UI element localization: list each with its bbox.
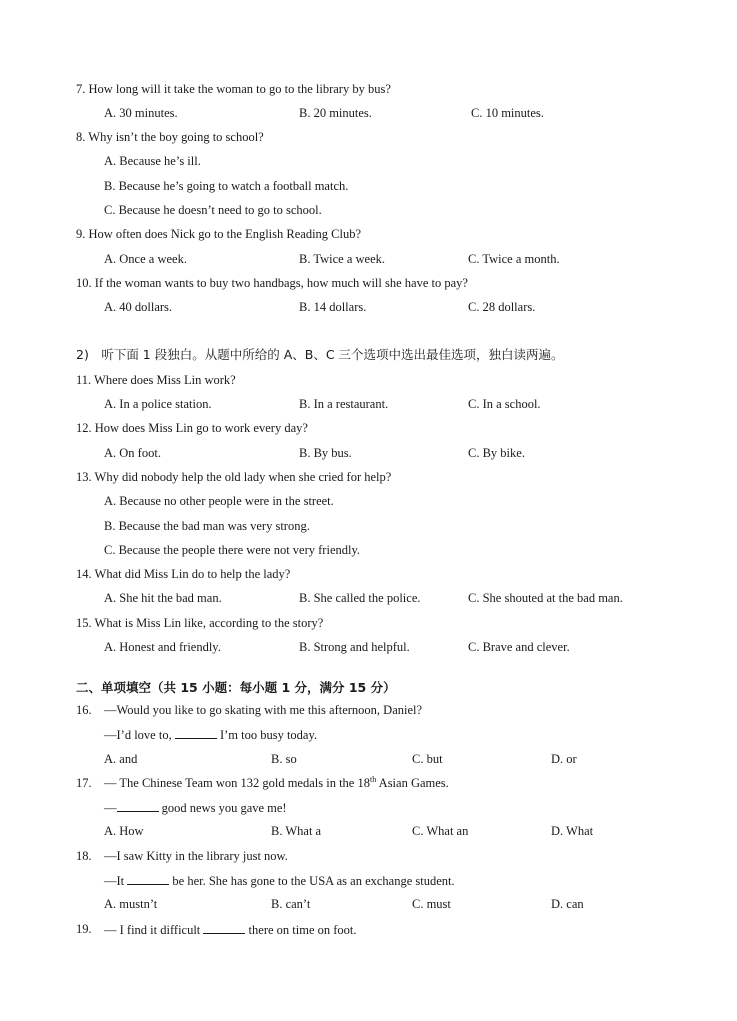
q8-option-b: B. Because he’s going to watch a football match.	[104, 179, 349, 193]
section-2-instruction: 2) 听下面 1 段独白。从题中所给的 A、B、C 三个选项中选出最佳选项，独白读两遍。	[76, 347, 564, 362]
q16-option-c: C. but	[412, 752, 443, 766]
question-11: 11. Where does Miss Lin work?	[76, 373, 236, 387]
q16-line-2-end: I’m too busy today.	[219, 728, 318, 742]
q12-option-b: B. By bus.	[299, 446, 352, 460]
q14-option-b: B. She called the police.	[299, 591, 421, 605]
q9-option-c: C. Twice a month.	[468, 252, 560, 266]
q16-option-a: A. and	[104, 752, 138, 766]
question-12: 12. How does Miss Lin go to work every day?	[76, 421, 308, 435]
q15-option-a: A. Honest and friendly.	[104, 640, 221, 654]
q12-option-c: C. By bike.	[468, 446, 525, 460]
question-17-number: 17.	[76, 776, 92, 790]
q18-option-a: A. mustn’t	[104, 897, 158, 911]
q11-option-a: A. In a police station.	[104, 397, 212, 411]
q19-line-1-start: — I find it difficult	[104, 923, 201, 937]
q17-line-1-end: Asian Games.	[376, 776, 449, 790]
q19-line-1-end: there on time on foot.	[248, 923, 357, 937]
question-8: 8. Why isn’t the boy going to school?	[76, 130, 264, 144]
question-17-line-1	[104, 775, 449, 791]
question-15: 15. What is Miss Lin like, according to the story?	[76, 616, 324, 630]
question-19-number: 19.	[76, 922, 92, 936]
q12-option-a: A. On foot.	[104, 446, 161, 460]
question-18-line-2	[104, 872, 455, 889]
q18-option-d: D. can	[551, 897, 584, 911]
q15-option-b: B. Strong and helpful.	[299, 640, 410, 654]
q9-option-a: A. Once a week.	[104, 252, 187, 266]
q7-option-b: B. 20 minutes.	[299, 106, 372, 120]
q18-line-2-start: —It	[104, 874, 125, 888]
q15-option-c: C. Brave and clever.	[468, 640, 570, 654]
q17-line-2-start: —	[104, 801, 117, 815]
q17-option-b: B. What a	[271, 824, 322, 838]
question-18-line-1: —I saw Kitty in the library just now.	[104, 849, 288, 863]
part-two-heading: 二、单项填空（共 15 小题：每小题 1 分，满分 15 分）	[76, 680, 396, 695]
q13-option-c: C. Because the people there were not very friendly.	[104, 543, 361, 557]
q17-blank	[117, 799, 159, 812]
q18-blank	[127, 872, 169, 885]
q14-option-c: C. She shouted at the bad man.	[468, 591, 623, 605]
q7-option-c: C. 10 minutes.	[471, 106, 544, 120]
q16-option-b: B. so	[271, 752, 297, 766]
q11-option-b: B. In a restaurant.	[299, 397, 389, 411]
question-16-line-1: —Would you like to go skating with me this afternoon, Daniel?	[104, 703, 423, 717]
q16-blank	[175, 726, 217, 739]
q17-option-c: C. What an	[412, 824, 469, 838]
q9-option-b: B. Twice a week.	[299, 252, 386, 266]
q17-line-1-start: — The Chinese Team won 132 gold medals in the 18	[104, 776, 370, 790]
question-16-line-2	[104, 726, 317, 743]
q17-line-2-end: good news you gave me!	[161, 801, 287, 815]
q13-option-a: A. Because no other people were in the street.	[104, 494, 334, 508]
q13-option-b: B. Because the bad man was very strong.	[104, 519, 310, 533]
q14-option-a: A. She hit the bad man.	[104, 591, 222, 605]
q16-option-d: D. or	[551, 752, 577, 766]
q18-option-c: C. must	[412, 897, 451, 911]
q17-option-a: A. How	[104, 824, 144, 838]
q11-option-c: C. In a school.	[468, 397, 541, 411]
q10-option-c: C. 28 dollars.	[468, 300, 536, 314]
question-19-line-1	[104, 921, 357, 938]
q10-option-b: B. 14 dollars.	[299, 300, 367, 314]
question-10: 10. If the woman wants to buy two handbags, how much will she have to pay?	[76, 276, 468, 290]
q8-option-c: C. Because he doesn’t need to go to school.	[104, 203, 322, 217]
question-18-number: 18.	[76, 849, 92, 863]
q19-blank	[203, 921, 245, 934]
q7-option-a: A. 30 minutes.	[104, 106, 178, 120]
q16-line-2-start: —I’d love to,	[104, 728, 172, 742]
question-13: 13. Why did nobody help the old lady when she cried for help?	[76, 470, 392, 484]
q17-option-d: D. What	[551, 824, 594, 838]
q18-line-2-end: be her. She has gone to the USA as an exchange student.	[172, 874, 455, 888]
question-16-number: 16.	[76, 703, 92, 717]
question-7: 7. How long will it take the woman to go to the library by bus?	[76, 82, 391, 96]
question-14: 14. What did Miss Lin do to help the lady?	[76, 567, 291, 581]
q17-superscript: th	[370, 774, 377, 784]
question-9: 9. How often does Nick go to the English Reading Club?	[76, 227, 362, 241]
q10-option-a: A. 40 dollars.	[104, 300, 173, 314]
q18-option-b: B. can’t	[271, 897, 311, 911]
question-17-line-2	[104, 799, 287, 816]
q8-option-a: A. Because he’s ill.	[104, 154, 201, 168]
